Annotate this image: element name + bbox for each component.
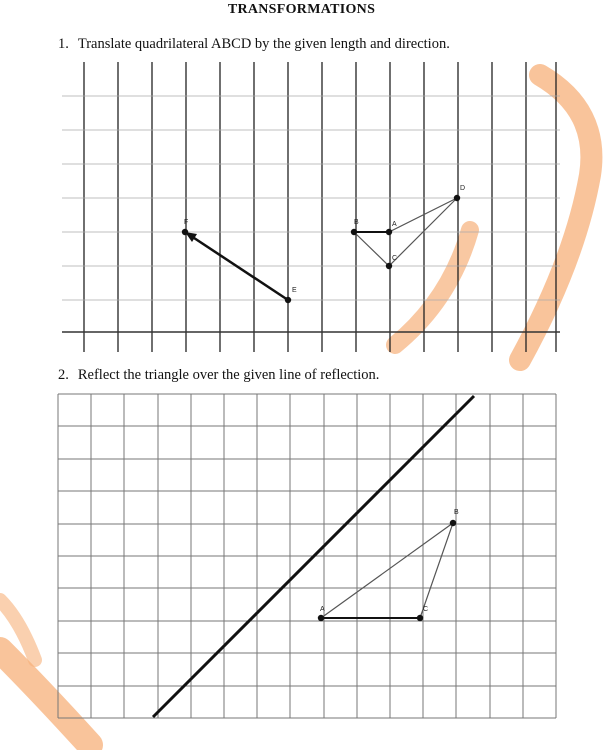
worksheet-title: TRANSFORMATIONS: [227, 2, 376, 17]
point-a-label: A: [320, 606, 325, 613]
point-a-label: A: [392, 221, 397, 228]
point-f-label: F: [184, 219, 189, 226]
point-d-label: D: [460, 185, 466, 192]
point-b-label: B: [354, 219, 359, 226]
point-c-label: C: [423, 606, 429, 613]
problem-2-text: Reflect the triangle over the given line of reflection.: [77, 367, 380, 383]
point-a: [318, 615, 324, 621]
problem-2-number: 2.: [58, 367, 69, 383]
problem-1-text: Translate quadrilateral ABCD by the given length and direction.: [77, 36, 450, 52]
point-e-label: E: [292, 287, 297, 294]
point-b: [450, 520, 456, 526]
point-c: [417, 615, 423, 621]
point-c-label: C: [392, 255, 398, 262]
problem-1-number: 1.: [58, 36, 69, 52]
triangle-abc: [321, 523, 453, 618]
point-b-label: B: [454, 509, 459, 516]
figure-2-grid: [58, 394, 556, 718]
